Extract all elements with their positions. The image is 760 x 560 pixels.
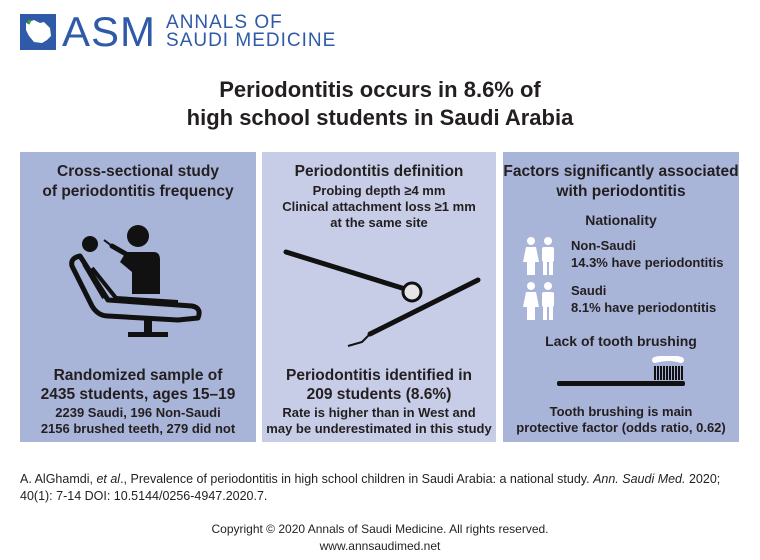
sample-detail <box>20 405 256 437</box>
copyright-text: Copyright © 2020 Annals of Saudi Medicine. All rights reserved. <box>211 522 549 536</box>
toothbrush-icon <box>557 356 689 388</box>
logo-line-1: ANNALS OF <box>166 12 283 33</box>
study-design-title-line-1: Cross-sectional study <box>57 163 219 180</box>
dental-probe-icon <box>282 246 482 356</box>
sample-summary <box>20 366 256 404</box>
saudi-text <box>571 282 716 316</box>
title-line-2: high school students in Saudi Arabia <box>186 105 574 130</box>
saudi-row <box>503 279 739 327</box>
people-icon <box>523 281 557 326</box>
saudi-label: Saudi <box>571 283 607 298</box>
brushing-conclusion <box>503 404 739 436</box>
non-saudi-text <box>571 237 723 271</box>
definition-panel <box>262 152 496 442</box>
definition-line-2: Clinical attachment loss ≥1 mm <box>282 199 476 214</box>
definition-criteria <box>262 183 496 231</box>
conclusion-line-1: Tooth brushing is main <box>549 404 693 419</box>
results-line-1: Periodontitis identified in <box>286 367 472 384</box>
brushing-heading: Lack of tooth brushing <box>545 333 697 349</box>
non-saudi-label: Non-Saudi <box>571 238 636 253</box>
factors-title <box>503 162 739 202</box>
study-design-panel <box>20 152 256 442</box>
results-note <box>262 405 496 437</box>
citation-etal: et al <box>96 472 121 486</box>
non-saudi-row <box>503 234 739 282</box>
conclusion-line-2: protective factor (odds ratio, 0.62) <box>516 420 726 435</box>
people-icon <box>523 236 557 281</box>
dental-chair-icon <box>68 222 208 342</box>
saudi-map-icon <box>20 14 56 50</box>
saudi-value: 8.1% have periodontitis <box>571 300 717 315</box>
definition-line-1: Probing depth ≥4 mm <box>312 183 446 198</box>
results-summary <box>262 366 496 404</box>
results-line-2: 209 students (8.6%) <box>306 386 452 403</box>
citation-title: ., Prevalence of periodontitis in high school children in Saudi Arabia: a national study. <box>120 472 594 486</box>
results-note-line-2: may be underestimated in this study <box>266 421 492 436</box>
citation-authors: A. AlGhamdi, <box>20 472 97 486</box>
citation-doi: 2020; 40(1): 7-14 DOI: 10.5144/0256-4947.2020.7. <box>20 472 721 503</box>
sample-detail-line-2: 2156 brushed teeth, 279 did not <box>40 421 236 436</box>
title-line-1: Periodontitis occurs in 8.6% of <box>219 77 541 102</box>
sample-detail-line-1: 2239 Saudi, 196 Non-Saudi <box>55 405 221 420</box>
study-design-title <box>20 162 256 202</box>
website-link[interactable]: www.annsaudimed.net <box>319 539 441 553</box>
citation-journal: Ann. Saudi Med. <box>593 472 686 486</box>
definition-title: Periodontitis definition <box>294 163 464 180</box>
sample-summary-line-1: Randomized sample of <box>53 367 223 384</box>
definition-line-3: at the same site <box>330 215 428 230</box>
logo-journal-name <box>166 14 336 50</box>
page-title <box>0 76 760 132</box>
factors-title-line-2: with periodontitis <box>556 183 686 200</box>
logo-asm-text: ASM <box>62 8 157 55</box>
logo-line-2: SAUDI MEDICINE <box>166 30 337 51</box>
nationality-heading: Nationality <box>585 212 657 228</box>
copyright-footer <box>0 521 760 555</box>
factors-panel <box>503 152 739 442</box>
journal-logo <box>20 8 337 55</box>
factors-title-line-1: Factors significantly associated <box>503 163 739 180</box>
study-design-title-line-2: of periodontitis frequency <box>42 183 234 200</box>
non-saudi-value: 14.3% have periodontitis <box>571 255 724 270</box>
citation <box>20 471 745 505</box>
results-note-line-1: Rate is higher than in West and <box>282 405 476 420</box>
sample-summary-line-2: 2435 students, ages 15–19 <box>40 386 236 403</box>
